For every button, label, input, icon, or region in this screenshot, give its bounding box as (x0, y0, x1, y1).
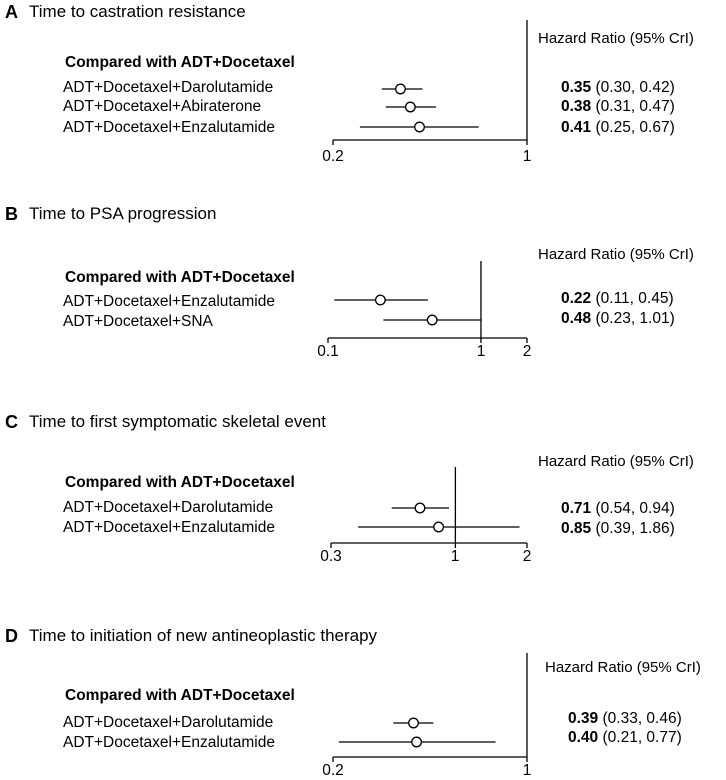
panel-c (0, 390, 726, 585)
comparison-label: Compared with ADT+Docetaxel (65, 54, 295, 71)
x-tick-label: 2 (522, 343, 532, 360)
hr-estimate: 0.48 (561, 310, 592, 327)
panel-letter: D (5, 626, 18, 646)
hr-estimate: 0.41 (561, 119, 592, 136)
point-estimate (406, 102, 416, 112)
panel-letter: C (5, 412, 18, 432)
panel-b (0, 195, 726, 390)
hr-estimate: 0.71 (561, 500, 592, 517)
ci-interval: (0.11, 0.45) (595, 290, 674, 307)
x-tick-label: 2 (522, 548, 532, 565)
forest-plot (0, 195, 726, 390)
hr-estimate: 0.22 (561, 290, 592, 307)
ci-interval: (0.33, 0.46) (602, 710, 682, 727)
panel-title: Time to initiation of new antineoplastic therapy (29, 626, 378, 645)
hr-estimate: 0.85 (561, 520, 592, 537)
row-label: ADT+Docetaxel+Darolutamide (63, 714, 274, 731)
hr-estimate: 0.39 (568, 710, 599, 727)
comparison-label: Compared with ADT+Docetaxel (65, 687, 295, 704)
hr-column-header: Hazard Ratio (95% CrI) (545, 659, 701, 676)
point-estimate (427, 315, 437, 325)
panel-letter: B (5, 204, 18, 224)
point-estimate (434, 522, 444, 532)
panel-letter: A (5, 2, 18, 22)
hr-column-header: Hazard Ratio (95% CrI) (538, 30, 694, 47)
row-label: ADT+Docetaxel+Abiraterone (63, 98, 262, 115)
hr-column-header: Hazard Ratio (95% CrI) (538, 246, 694, 263)
ci-interval: (0.21, 0.77) (602, 729, 682, 746)
row-label: ADT+Docetaxel+Enzalutamide (63, 734, 275, 751)
comparison-label: Compared with ADT+Docetaxel (65, 269, 295, 286)
x-tick-label: 0.1 (317, 343, 339, 360)
point-estimate (396, 84, 406, 94)
comparison-label: Compared with ADT+Docetaxel (65, 474, 295, 491)
panel-a (0, 0, 726, 195)
ci-interval: (0.39, 1.86) (595, 520, 675, 537)
point-estimate (376, 295, 386, 305)
row-label: ADT+Docetaxel+Enzalutamide (63, 519, 275, 536)
x-tick-label: 0.2 (322, 148, 344, 165)
point-estimate (415, 503, 425, 513)
x-tick-label: 1 (450, 548, 460, 565)
ci-interval: (0.54, 0.94) (595, 500, 675, 517)
x-tick-label: 0.3 (320, 548, 342, 565)
x-tick-label: 1 (476, 343, 486, 360)
row-label: ADT+Docetaxel+SNA (63, 313, 213, 330)
hr-estimate: 0.38 (561, 98, 592, 115)
ci-interval: (0.31, 0.47) (595, 98, 675, 115)
x-tick-label: 1 (522, 148, 532, 165)
panel-title: Time to first symptomatic skeletal event (29, 412, 326, 431)
point-estimate (412, 737, 422, 747)
ci-interval: (0.25, 0.67) (595, 119, 675, 136)
ci-interval: (0.23, 1.01) (595, 310, 675, 327)
forest-plot (0, 585, 726, 780)
panel-title: Time to castration resistance (29, 2, 246, 21)
hr-estimate: 0.35 (561, 79, 592, 96)
hr-column-header: Hazard Ratio (95% CrI) (538, 453, 694, 470)
row-label: ADT+Docetaxel+Enzalutamide (63, 293, 275, 310)
row-label: ADT+Docetaxel+Enzalutamide (63, 119, 275, 136)
hr-estimate: 0.40 (568, 729, 599, 746)
ci-interval: (0.30, 0.42) (595, 79, 675, 96)
point-estimate (409, 718, 419, 728)
x-tick-label: 1 (522, 762, 532, 779)
panel-d (0, 585, 726, 780)
forest-plot (0, 390, 726, 585)
x-tick-label: 0.2 (322, 762, 344, 779)
forest-plot (0, 0, 726, 195)
row-label: ADT+Docetaxel+Darolutamide (63, 79, 274, 96)
panel-title: Time to PSA progression (29, 204, 217, 223)
row-label: ADT+Docetaxel+Darolutamide (63, 499, 274, 516)
point-estimate (415, 122, 425, 132)
